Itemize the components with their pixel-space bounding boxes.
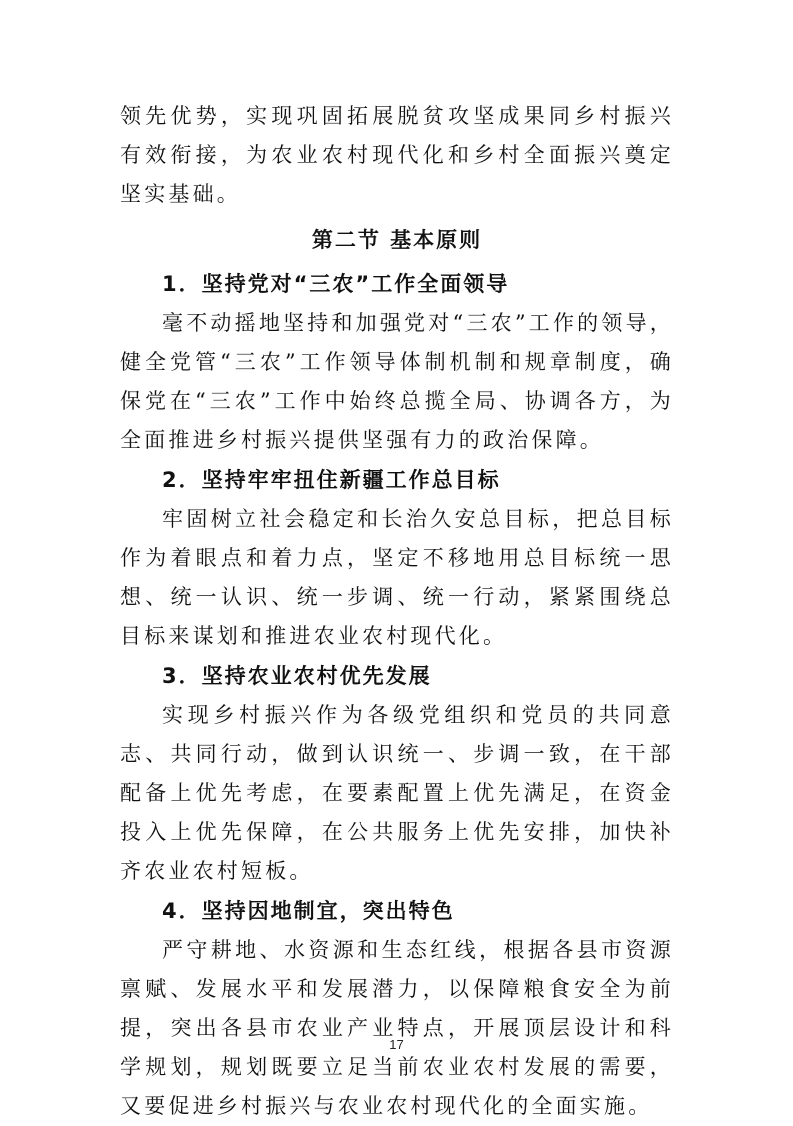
principle-heading: 4．坚持因地制宜，突出特色 <box>162 899 455 923</box>
principle-item <box>120 460 674 656</box>
principle-item <box>120 656 674 891</box>
principle-heading: 3．坚持农业农村优先发展 <box>162 664 432 688</box>
principle-item <box>120 891 674 1126</box>
principle-heading: 2．坚持牢牢扭住新疆工作总目标 <box>162 468 501 492</box>
principle-heading: 1．坚持党对“三农”工作全面领导 <box>162 272 510 296</box>
principle-item <box>120 264 674 460</box>
section-title: 第二节 基本原则 <box>311 228 483 252</box>
principle-body: 牢固树立社会稳定和长治久安总目标，把总目标作为着眼点和着力点，坚定不移地用总目标统一思想、统一认识、统一步调、统一行动，紧紧围绕总目标来谋划和推进农业农村现代化。 <box>120 507 674 648</box>
principle-body: 严守耕地、水资源和生态红线，根据各县市资源禀赋、发展水平和发展潜力，以保障粮食安全为前提，突出各县市农业产业特点，开展顶层设计和科学规划，规划既要立足当前农业农村发展的需要，又要促进乡村振兴与农业农村现代化的全面实施。 <box>120 938 674 1118</box>
principle-body: 实现乡村振兴作为各级党组织和党员的共同意志、共同行动，做到认识统一、步调一致，在干部配备上优先考虑，在要素配置上优先满足，在资金投入上优先保障，在公共服务上优先安排，加快补齐农业农村短板。 <box>120 703 674 883</box>
document-page <box>120 97 674 1126</box>
continuation-paragraph: 领先优势，实现巩固拓展脱贫攻坚成果同乡村振兴有效衔接，为农业农村现代化和乡村全面振兴奠定坚实基础。 <box>120 104 674 206</box>
page-number: 17 <box>389 1037 404 1052</box>
principle-body: 毫不动摇地坚持和加强党对“三农”工作的领导，健全党管“三农”工作领导体制机制和规章制度，确保党在“三农”工作中始终总揽全局、协调各方，为全面推进乡村振兴提供坚强有力的政治保障。 <box>120 311 674 452</box>
